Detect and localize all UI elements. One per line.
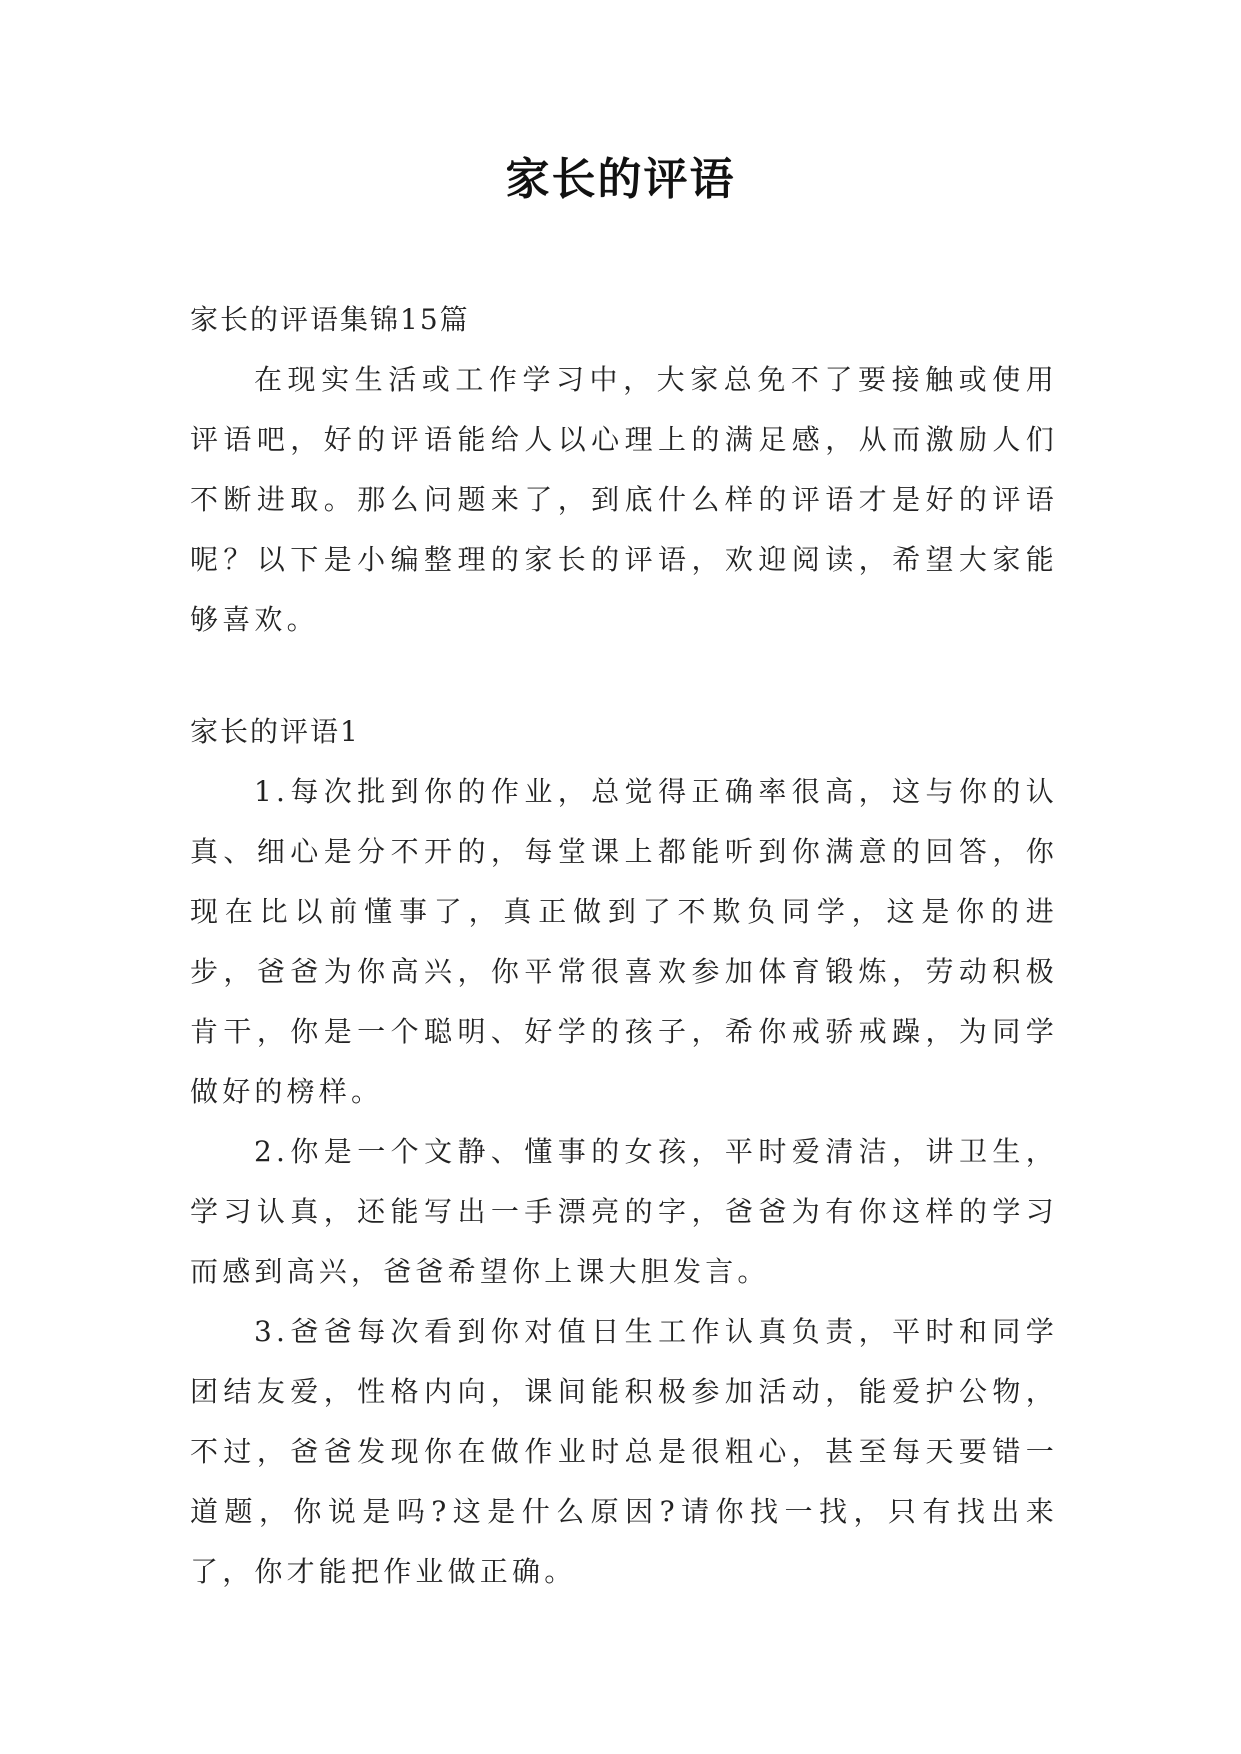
comment-item-2: 2.你是一个文静、懂事的女孩，平时爱清洁，讲卫生，学习认真，还能写出一手漂亮的字，爸爸为有你这样的学习而感到高兴，爸爸希望你上课大胆发言。 (190, 1135, 1058, 1288)
document-body (190, 290, 1058, 1602)
section-spacer (190, 650, 1058, 702)
section-heading: 家长的评语1 (190, 715, 360, 748)
intro-paragraph: 在现实生活或工作学习中，大家总免不了要接触或使用评语吧，好的评语能给人以心理上的满足感，从而激励人们不断进取。那么问题来了，到底什么样的评语才是好的评语呢？以下是小编整理的家长的评语，欢迎阅读，希望大家能够喜欢。 (190, 363, 1058, 636)
document-subtitle: 家长的评语集锦15篇 (190, 303, 470, 336)
comment-item-3: 3.爸爸每次看到你对值日生工作认真负责，平时和同学团结友爱，性格内向，课间能积极参加活动，能爱护公物，不过，爸爸发现你在做作业时总是很粗心，甚至每天要错一道题，你说是吗?这是什么原因?请你找一找，只有找出来了，你才能把作业做正确。 (190, 1315, 1058, 1588)
comment-item-1: 1.每次批到你的作业，总觉得正确率很高，这与你的认真、细心是分不开的，每堂课上都能听到你满意的回答，你现在比以前懂事了，真正做到了不欺负同学，这是你的进步，爸爸为你高兴，你平常很喜欢参加体育锻炼，劳动积极肯干，你是一个聪明、好学的孩子，希你戒骄戒躁，为同学做好的榜样。 (190, 775, 1058, 1108)
document-title: 家长的评语 (505, 154, 736, 205)
